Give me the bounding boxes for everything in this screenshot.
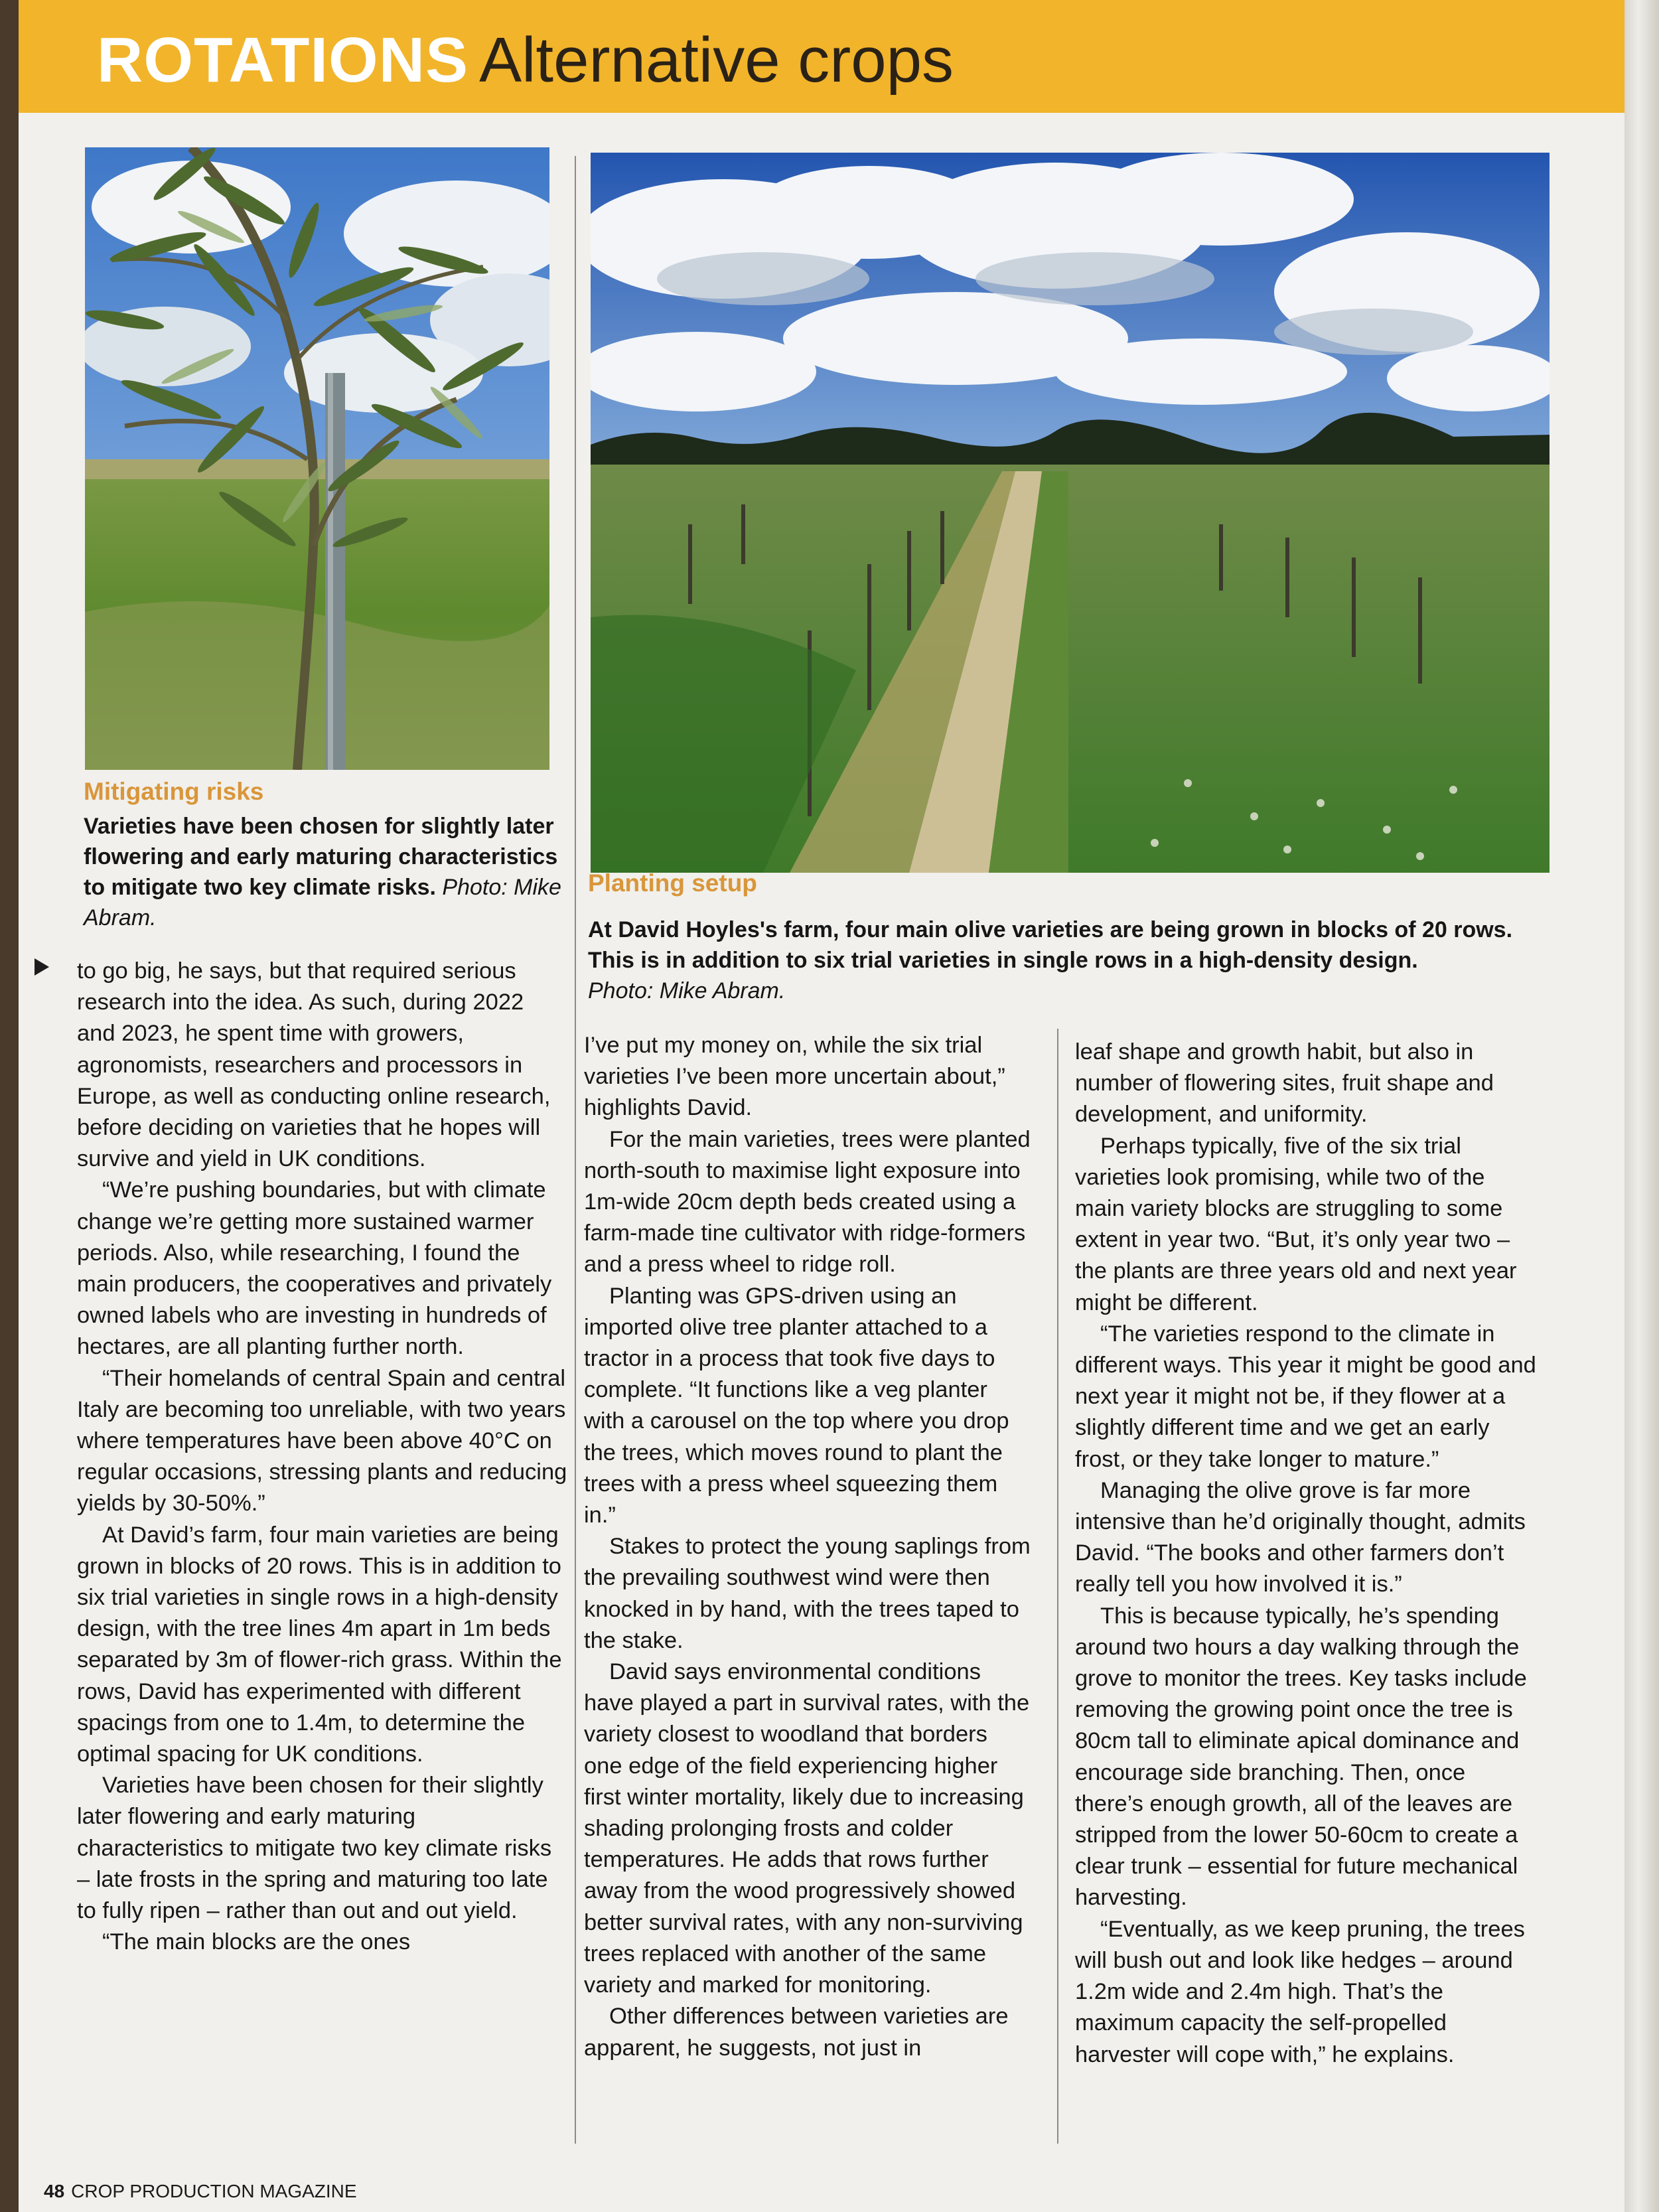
caption-body-right: At David Hoyles's farm, four main olive varieties are being grown in blocks of 20 rows. This is in addition to six trial varieties in single rows in a high-density design.: [588, 917, 1513, 973]
olive-grove-photo: [591, 153, 1550, 873]
paragraph: At David’s farm, four main varieties are being grown in blocks of 20 rows. This is in addition to six trial varieties in single rows in a high-density design, with the tree lines 4m apart in 1m beds separated by 3m of flower-rich grass. Within the rows, David has experimented with different spacings from one to 1.4m, to determine the optimal spacing for UK conditions.: [77, 1522, 562, 1767]
magazine-page: [19, 0, 1624, 2212]
paragraph: “The main blocks are the ones: [102, 1929, 411, 1955]
paragraph: to go big, he says, but that required serious research into the idea. As such, during 2022 and 2023, he spent time with growers, agronomists, researchers and processors in Europe, as well as conducting online research, before deciding on varieties that he hopes will survive and yield in UK conditions.: [77, 958, 551, 1172]
article-column-3: [1075, 1037, 1540, 2071]
paragraph: Other differences between varieties are apparent, he suggests, not just in: [584, 2004, 1009, 2061]
paragraph: Planting was GPS-driven using an imported olive tree planter attached to a tractor in a process that took five days to complete. “It functions like a veg planter with a carousel on the top where you drop the trees, which moves round to plant the trees with a press wheel squeezing them in.”: [584, 1283, 1009, 1528]
section-subtitle: Alternative crops: [479, 25, 954, 96]
caption-title-right: Planting setup: [588, 869, 757, 897]
caption-credit-right: Photo: Mike Abram.: [588, 978, 786, 1003]
paragraph: For the main varieties, trees were planted north-south to maximise light exposure into 1m-wide 20cm depth beds created using a farm-made tine cultivator with ridge-formers and a press wheel to ridge roll.: [584, 1126, 1031, 1278]
paragraph: I’ve put my money on, while the six trial varieties I’ve been more uncertain about,” highlights David.: [584, 1033, 1005, 1121]
continuation-arrow-icon: [35, 958, 49, 976]
paragraph: “The varieties respond to the climate in different ways. This year it might be good and next year it might not be, if they flower at a slightly different time and we get an early frost, or they take longer to mature.”: [1075, 1321, 1536, 1472]
paragraph: David says environmental conditions have played a part in survival rates, with the variety closest to woodland that borders one edge of the field experiencing higher first winter mortality, likely due to increasing shading prolonging frosts and colder temperatures. He adds that rows further away from the wood progressively showed better survival rates, with any non-surviving trees replaced with another of the same variety and marked for monitoring.: [584, 1659, 1030, 1998]
next-page-edge: [1624, 0, 1659, 2212]
olive-sapling-photo: [85, 147, 549, 770]
page-number: 48: [44, 2181, 65, 2201]
article-column-1: [77, 956, 568, 1958]
column-divider-2: [1057, 1029, 1058, 2144]
caption-right: [588, 915, 1557, 1006]
section-title: ROTATIONS: [97, 25, 469, 96]
caption-credit-left: Photo: Mike Abram.: [84, 875, 561, 930]
paragraph: Perhaps typically, five of the six trial varieties look promising, while two of the main variety blocks are struggling to some extent in year two. “But, it’s only year two – the plants are three years old and next year might be different.: [1075, 1133, 1517, 1315]
paragraph: “Their homelands of central Spain and central Italy are becoming too unreliable, with two years where temperatures have been above 40°C on regular occasions, stressing plants and reducing yields by 30-50%.”: [77, 1365, 567, 1516]
paragraph: Managing the olive grove is far more intensive than he’d originally thought, admits David. “The books and other farmers don’t really tell you how involved it is.”: [1075, 1477, 1526, 1597]
paragraph: Varieties have been chosen for their slightly later flowering and early maturing characteristics to mitigate two key climate risks – late frosts in the spring and maturing too late to fully ripen – rather than out and out yield.: [77, 1773, 552, 1924]
paragraph: “Eventually, as we keep pruning, the trees will bush out and look like hedges – around 1.2m wide and 2.4m high. That’s the maximum capacity the self-propelled harvester will cope with,” he explains.: [1075, 1916, 1525, 2067]
caption-left: [84, 811, 575, 933]
page-footer: [44, 2181, 357, 2202]
caption-title-left: Mitigating risks: [84, 778, 264, 805]
paragraph: Stakes to protect the young saplings from the prevailing southwest wind were then knocked in by hand, with the trees taped to the stake.: [584, 1534, 1031, 1653]
magazine-name: CROP PRODUCTION MAGAZINE: [71, 2181, 357, 2201]
column-divider-1: [575, 156, 576, 2144]
caption-body-left: Varieties have been chosen for slightly later flowering and early maturing characteristics to mitigate two key climate risks.: [84, 814, 558, 900]
paragraph: This is because typically, he’s spending around two hours a day walking through the grove to monitor the trees. Key tasks include removing the growing point once the tree is 80cm tall to eliminate apical dominance and encourage side branching. Then, once there’s enough growth, all of the leaves are stripped from the lower 50-60cm to create a clear trunk – essential for future mechanical harvesting.: [1075, 1603, 1527, 1911]
section-banner: [19, 0, 1624, 113]
paragraph: “We’re pushing boundaries, but with climate change we’re getting more sustained warmer periods. Also, while researching, I found the main producers, the cooperatives and privately owned labels who are investing in hundreds of hectares, are all planting further north.: [77, 1177, 552, 1360]
banner-heading: [97, 24, 954, 97]
article-column-2: [584, 1030, 1032, 2064]
paragraph: leaf shape and growth habit, but also in number of flowering sites, fruit shape and development, and uniformity.: [1075, 1039, 1494, 1128]
